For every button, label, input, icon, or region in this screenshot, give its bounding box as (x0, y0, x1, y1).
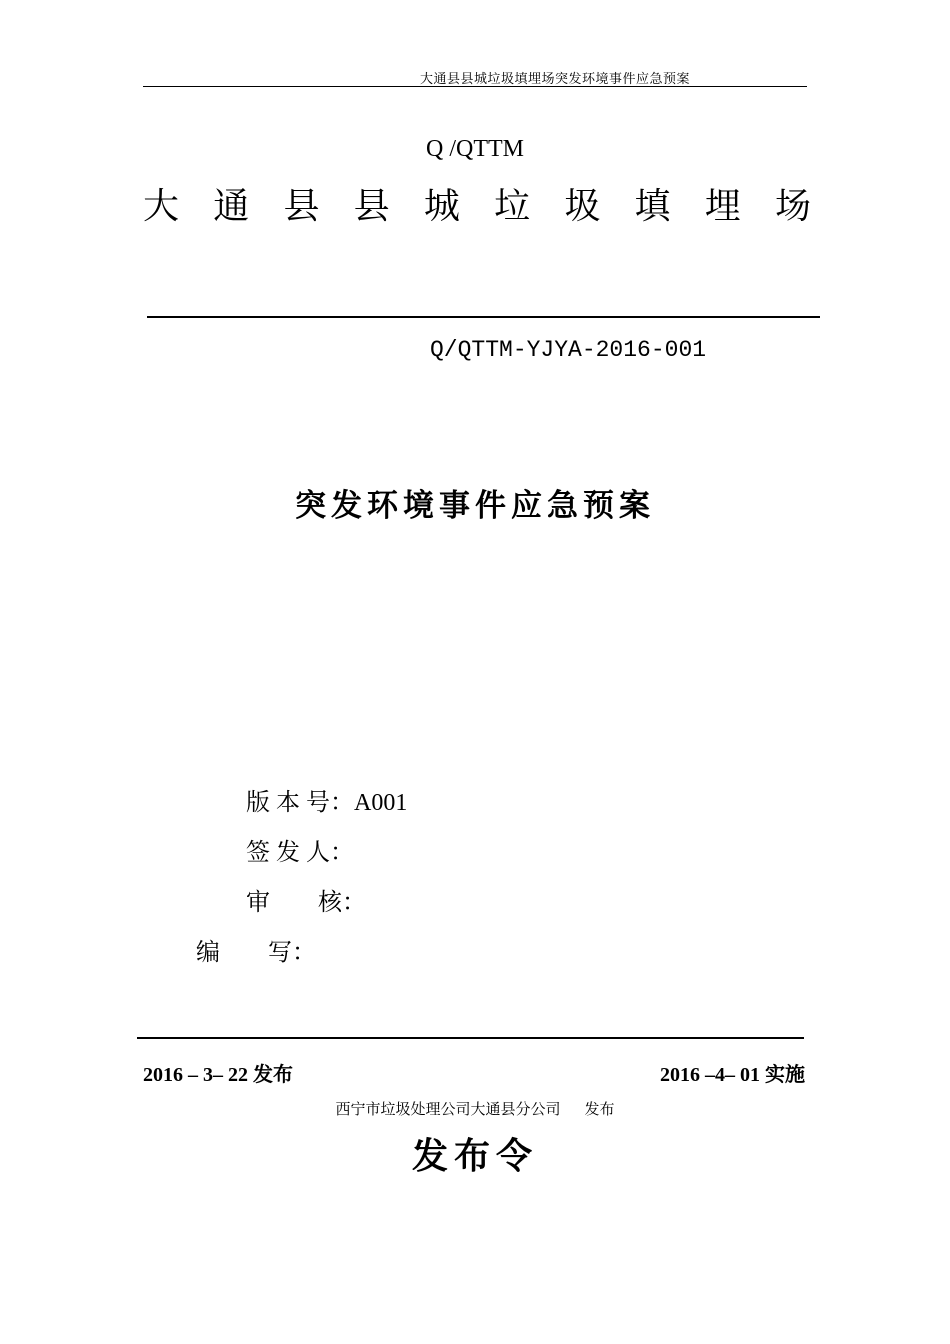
document-number: Q/QTTM-YJYA-2016-001 (430, 337, 707, 363)
version-field: 版 本 号：A001 (246, 790, 408, 816)
organization-char: 县 (353, 186, 390, 227)
organization-char: 圾 (564, 186, 601, 227)
header-divider (143, 86, 807, 87)
organization-char: 填 (634, 186, 671, 227)
reviewer-field: 审 核： (246, 890, 366, 916)
issuer-field: 签 发 人： (246, 840, 354, 866)
order-title: 发布令 (411, 1135, 538, 1177)
organization-char: 埋 (704, 186, 741, 227)
title-divider (147, 316, 820, 318)
organization-char: 城 (423, 186, 460, 227)
organization-char: 场 (774, 186, 811, 227)
author-field: 编 写： (196, 940, 316, 966)
organization-name (143, 178, 811, 229)
publisher-action: 发布 (584, 1100, 615, 1118)
organization-char: 通 (213, 186, 250, 227)
effective-date: 2016 –4– 01 实施 (660, 1064, 805, 1086)
running-header: 大通县县城垃圾填埋场突发环境事件应急预案 (420, 71, 691, 86)
publisher-name: 西宁市垃圾处理公司大通县分公司 (335, 1100, 561, 1118)
organization-char: 大 (143, 186, 180, 227)
publisher-line (0, 1098, 950, 1119)
issue-date: 2016 – 3– 22 发布 (143, 1064, 293, 1086)
organization-char: 垃 (494, 186, 531, 227)
footer-divider (137, 1037, 804, 1039)
document-title: 突发环境事件应急预案 (295, 488, 655, 524)
organization-char: 县 (283, 186, 320, 227)
standard-code: Q /QTTM (426, 136, 524, 162)
